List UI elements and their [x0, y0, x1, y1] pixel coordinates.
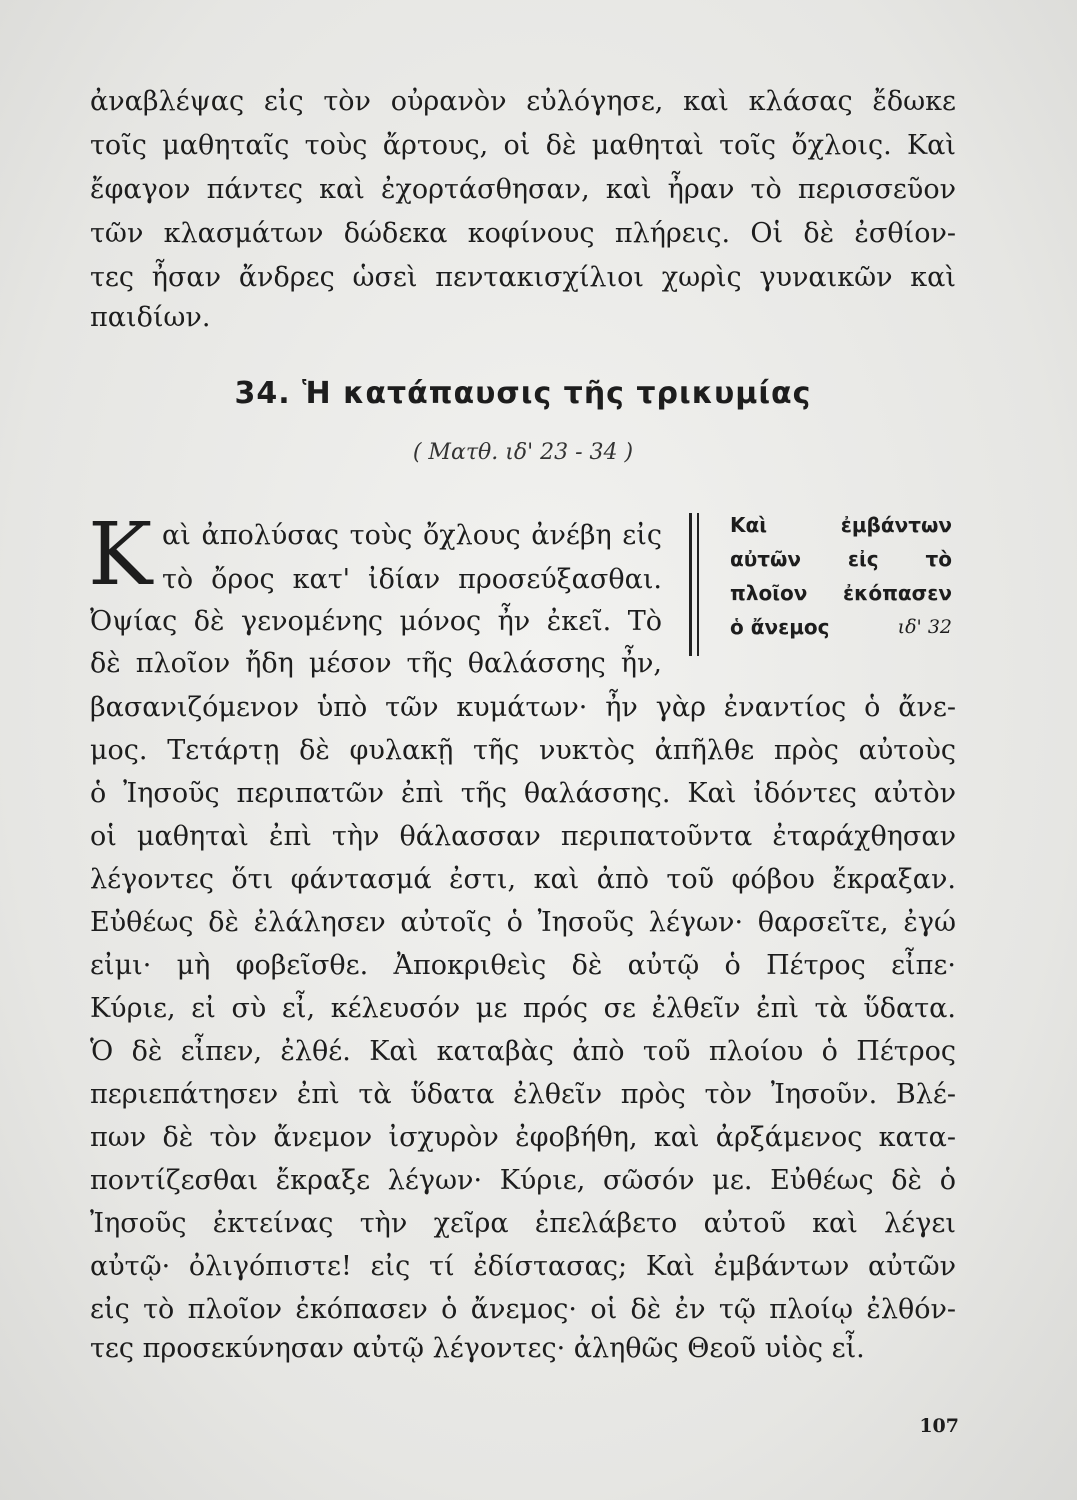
body-line: τες προσεκύνησαν αὐτῷ λέγοντες· ἀληθῶς Θεοῦ υἱὸς εἶ. — [90, 1333, 865, 1364]
margin-note — [730, 508, 952, 644]
body-line: Εὐθέως δὲ ἐλάλησεν αὐτοῖς ὁ Ἰησοῦς λέγων· θαρσεῖτε, ἐγώ — [90, 907, 956, 938]
margin-note-reference: ιδ' 32 — [897, 616, 952, 638]
body-line: μος. Τετάρτῃ δὲ φυλακῇ τῆς νυκτὸς ἀπῆλθε πρὸς αὐτοὺς — [90, 735, 956, 766]
margin-note-line: αὐτῶν εἰς τὸ — [730, 547, 952, 571]
margin-note-line: πλοῖον ἐκόπασεν — [730, 581, 952, 605]
body-line: αὐτῷ· ὀλιγόπιστε! εἰς τί ἐδίστασας; Καὶ ἐμβάντων αὐτῶν — [90, 1251, 956, 1282]
margin-rule-outer — [689, 513, 692, 656]
intro-line: ἀναβλέψας εἰς τὸν οὐρανὸν εὐλόγησε, καὶ κλάσας ἔδωκε — [90, 86, 956, 117]
section-heading: 34. Ἡ κατάπαυσις τῆς τρικυμίας — [234, 376, 812, 411]
intro-line: παιδίων. — [90, 302, 211, 333]
margin-note-line: Καὶ ἐμβάντων — [730, 513, 952, 537]
scripture-reference: ( Ματθ. ιδ' 23 - 34 ) — [412, 440, 634, 465]
page-number: 107 — [919, 1415, 959, 1437]
body-line: Κύριε, εἰ σὺ εἶ, κέλευσόν με πρός σε ἐλθεῖν ἐπὶ τὰ ὕδατα. — [90, 993, 956, 1024]
body-line: Ἰησοῦς ἐκτείνας τὴν χεῖρα ἐπελάβετο αὐτοῦ καὶ λέγει — [90, 1208, 956, 1239]
narrow-line: τὸ ὄρος κατ' ἰδίαν προσεύξασθαι. — [162, 564, 662, 595]
body-line: περιεπάτησεν ἐπὶ τὰ ὕδατα ἐλθεῖν πρὸς τὸν Ἰησοῦν. Βλέ- — [90, 1079, 956, 1110]
body-line: Ὁ δὲ εἶπεν, ἐλθέ. Καὶ καταβὰς ἀπὸ τοῦ πλοίου ὁ Πέτρος — [90, 1036, 956, 1067]
narrow-line: αὶ ἀπολύσας τοὺς ὄχλους ἀνέβη εἰς — [162, 520, 662, 551]
body-line: ὁ Ἰησοῦς περιπατῶν ἐπὶ τῆς θαλάσσης. Καὶ ἰδόντες αὐτὸν — [90, 778, 956, 809]
body-line: ποντίζεσθαι ἔκραξε λέγων· Κύριε, σῶσόν με. Εὐθέως δὲ ὁ — [90, 1165, 956, 1196]
narrow-line: Ὀψίας δὲ γενομένης μόνος ἦν ἐκεῖ. Τὸ — [90, 606, 662, 637]
intro-line: τες ἦσαν ἄνδρες ὡσεὶ πεντακισχίλιοι χωρὶς γυναικῶν καὶ — [90, 262, 956, 293]
margin-rule-inner — [697, 513, 699, 656]
narrow-line: δὲ πλοῖον ἤδη μέσον τῆς θαλάσσης ἦν, — [90, 648, 662, 679]
intro-line: ἔφαγον πάντες καὶ ἐχορτάσθησαν, καὶ ἦραν τὸ περισσεῦον — [90, 174, 956, 205]
intro-line: τῶν κλασμάτων δώδεκα κοφίνους πλήρεις. Οἱ δὲ ἐσθίον- — [90, 218, 956, 249]
margin-note-last-line — [730, 610, 952, 644]
margin-note-line: ὁ ἄνεμος — [730, 615, 830, 639]
body-line: εἰμι· μὴ φοβεῖσθε. Ἀποκριθεὶς δὲ αὐτῷ ὁ Πέτρος εἶπε· — [90, 950, 956, 981]
body-line: πων δὲ τὸν ἄνεμον ἰσχυρὸν ἐφοβήθη, καὶ ἀρξάμενος κατα- — [90, 1122, 956, 1153]
body-line: εἰς τὸ πλοῖον ἐκόπασεν ὁ ἄνεμος· οἱ δὲ ἐν τῷ πλοίῳ ἐλθόν- — [90, 1294, 956, 1325]
body-line: οἱ μαθηταὶ ἐπὶ τὴν θάλασσαν περιπατοῦντα ἐταράχθησαν — [90, 821, 956, 852]
body-line: βασανιζόμενον ὑπὸ τῶν κυμάτων· ἦν γὰρ ἐναντίος ὁ ἄνε- — [90, 692, 956, 723]
drop-cap: Κ — [88, 505, 153, 605]
intro-line: τοῖς μαθηταῖς τοὺς ἄρτους, οἱ δὲ μαθηταὶ τοῖς ὄχλοις. Καὶ — [90, 130, 956, 161]
body-line: λέγοντες ὅτι φάντασμά ἐστι, καὶ ἀπὸ τοῦ φόβου ἔκραξαν. — [90, 864, 956, 895]
